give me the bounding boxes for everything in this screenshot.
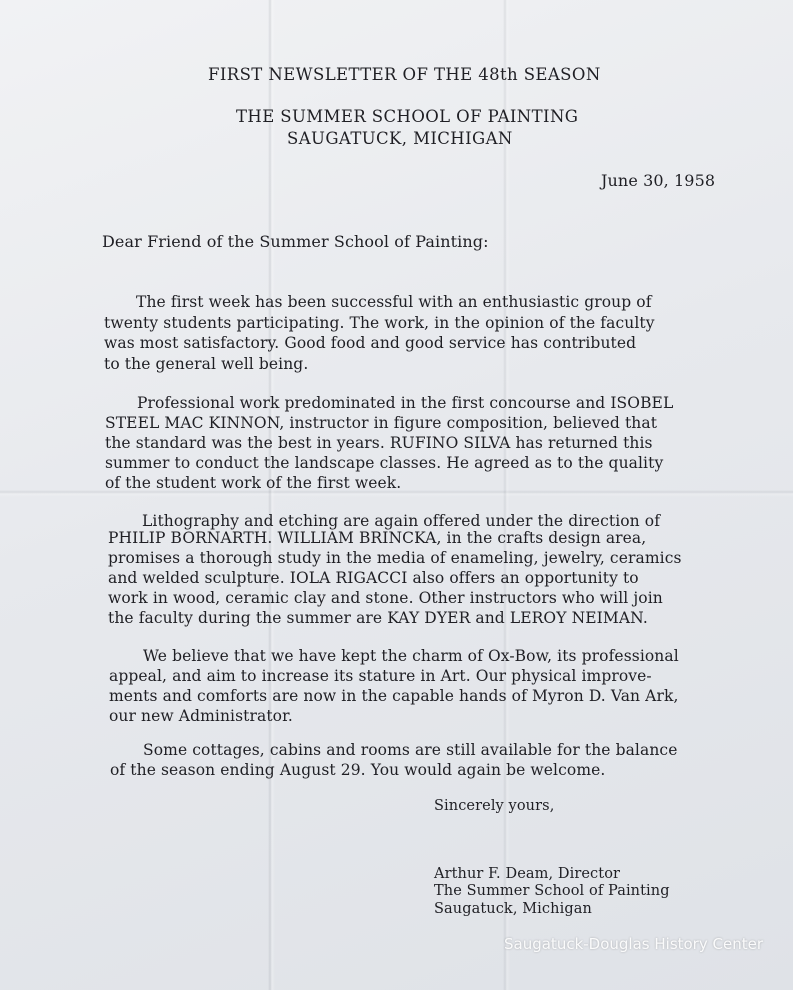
paragraph-4-line-2: appeal, and aim to increase its stature in Art. Our physical improve- [109,667,652,685]
paragraph-1-line-3: was most satisfactory. Good food and good service has contributed [104,334,637,352]
paragraph-4-line-4: our new Administrator. [109,707,293,725]
paragraph-2-line-5: of the student work of the first week. [105,474,402,492]
paragraph-3-line-3: promises a thorough study in the media of enameling, jewelry, ceramics [108,549,682,567]
signature-name: Arthur F. Deam, Director [434,866,621,882]
school-name-heading: THE SUMMER SCHOOL OF PAINTING [236,107,579,126]
paragraph-3-line-2: PHILIP BORNARTH. WILLIAM BRINCKA, in the crafts design area, [108,529,647,547]
paragraph-1-line-2: twenty students participating. The work, in the opinion of the faculty [104,314,655,332]
paragraph-1-line-4: to the general well being. [104,355,309,373]
paragraph-4-line-3: ments and comforts are now in the capable hands of Myron D. Van Ark, [109,687,679,705]
history-center-watermark: Saugatuck-Douglas History Center [504,935,763,953]
paragraph-2-line-3: the standard was the best in years. RUFINO SILVA has returned this [105,434,653,452]
paragraph-3-line-5: work in wood, ceramic clay and stone. Other instructors who will join [108,589,663,607]
paragraph-2-line-2: STEEL MAC KINNON, instructor in figure composition, believed that [105,414,658,432]
paragraph-5-line-1: Some cottages, cabins and rooms are still available for the balance [143,741,678,759]
paragraph-4-line-1: We believe that we have kept the charm of Ox-Bow, its professional [143,647,679,665]
signature-organization: The Summer School of Painting [434,883,670,899]
paragraph-3-line-1: Lithography and etching are again offered under the direction of [142,512,661,530]
paragraph-5-line-2: of the season ending August 29. You would again be welcome. [110,761,606,779]
paragraph-3-line-4: and welded sculpture. IOLA RIGACCI also offers an opportunity to [108,569,639,587]
paragraph-3-line-6: the faculty during the summer are KAY DYER and LEROY NEIMAN. [108,609,648,627]
paragraph-2-line-1: Professional work predominated in the first concourse and ISOBEL [137,394,674,412]
letter-date: June 30, 1958 [601,171,716,190]
salutation: Dear Friend of the Summer School of Painting: [102,232,489,251]
closing: Sincerely yours, [434,798,555,814]
signature-place: Saugatuck, Michigan [434,901,592,917]
paragraph-2-line-4: summer to conduct the landscape classes. He agreed as to the quality [105,454,664,472]
paragraph-1-line-1: The first week has been successful with an enthusiastic group of [136,293,652,311]
location-heading: SAUGATUCK, MICHIGAN [287,129,513,148]
newsletter-heading: FIRST NEWSLETTER OF THE 48th SEASON [208,65,601,84]
